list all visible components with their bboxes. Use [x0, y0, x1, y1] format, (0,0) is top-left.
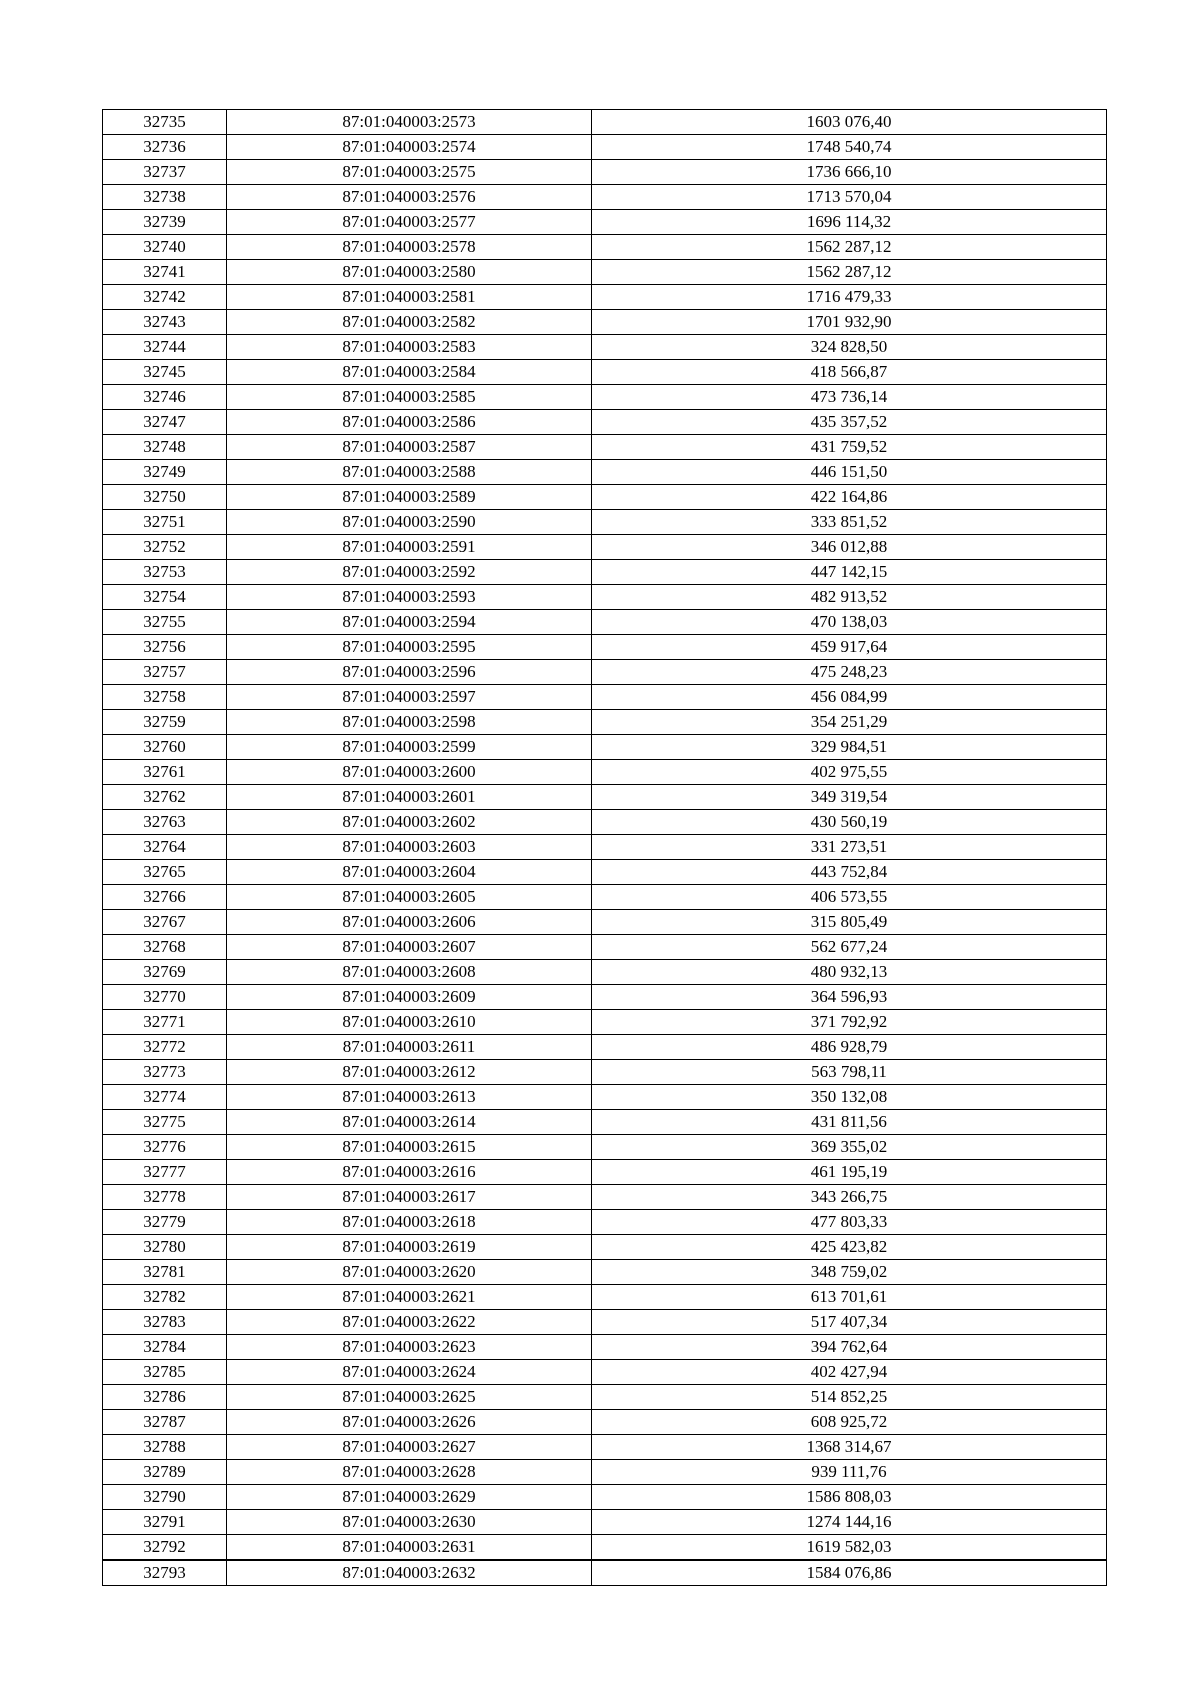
table-row — [103, 785, 1107, 810]
cadastral-number-cell: 87:01:040003:2602 — [227, 810, 592, 835]
row-number-cell: 32740 — [103, 235, 227, 260]
table-row — [103, 1260, 1107, 1285]
cadastral-value-cell: 1368 314,67 — [592, 1435, 1107, 1460]
row-number-cell: 32736 — [103, 135, 227, 160]
cadastral-value-cell: 613 701,61 — [592, 1285, 1107, 1310]
cadastral-value-cell: 1716 479,33 — [592, 285, 1107, 310]
row-number-cell: 32739 — [103, 210, 227, 235]
cadastral-value-cell: 369 355,02 — [592, 1135, 1107, 1160]
table-row — [103, 835, 1107, 860]
cadastral-number-cell: 87:01:040003:2586 — [227, 410, 592, 435]
cadastral-number-cell: 87:01:040003:2617 — [227, 1185, 592, 1210]
table-row — [103, 1185, 1107, 1210]
cadastral-number-cell: 87:01:040003:2575 — [227, 160, 592, 185]
cadastral-number-cell: 87:01:040003:2584 — [227, 360, 592, 385]
row-number-cell: 32783 — [103, 1310, 227, 1335]
cadastral-value-cell: 1562 287,12 — [592, 235, 1107, 260]
cadastral-value-cell: 608 925,72 — [592, 1410, 1107, 1435]
row-number-cell: 32737 — [103, 160, 227, 185]
cadastral-number-cell: 87:01:040003:2601 — [227, 785, 592, 810]
row-number-cell: 32793 — [103, 1560, 227, 1586]
cadastral-value-cell: 456 084,99 — [592, 685, 1107, 710]
row-number-cell: 32759 — [103, 710, 227, 735]
cadastral-value-table — [102, 109, 1107, 1586]
table-row — [103, 1235, 1107, 1260]
table-row — [103, 1160, 1107, 1185]
row-number-cell: 32743 — [103, 310, 227, 335]
cadastral-value-cell: 562 677,24 — [592, 935, 1107, 960]
cadastral-value-cell: 394 762,64 — [592, 1335, 1107, 1360]
cadastral-number-cell: 87:01:040003:2614 — [227, 1110, 592, 1135]
cadastral-number-cell: 87:01:040003:2612 — [227, 1060, 592, 1085]
cadastral-value-cell: 324 828,50 — [592, 335, 1107, 360]
table-row — [103, 685, 1107, 710]
cadastral-number-cell: 87:01:040003:2608 — [227, 960, 592, 985]
cadastral-value-cell: 348 759,02 — [592, 1260, 1107, 1285]
cadastral-number-cell: 87:01:040003:2604 — [227, 860, 592, 885]
cadastral-number-cell: 87:01:040003:2596 — [227, 660, 592, 685]
row-number-cell: 32754 — [103, 585, 227, 610]
row-number-cell: 32752 — [103, 535, 227, 560]
cadastral-value-cell: 1584 076,86 — [592, 1560, 1107, 1586]
table-row — [103, 1035, 1107, 1060]
row-number-cell: 32755 — [103, 610, 227, 635]
cadastral-number-cell: 87:01:040003:2620 — [227, 1260, 592, 1285]
cadastral-value-cell: 343 266,75 — [592, 1185, 1107, 1210]
cadastral-number-cell: 87:01:040003:2627 — [227, 1435, 592, 1460]
table-row — [103, 460, 1107, 485]
table-row — [103, 1410, 1107, 1435]
table-row — [103, 160, 1107, 185]
row-number-cell: 32763 — [103, 810, 227, 835]
table-body — [103, 110, 1107, 1586]
cadastral-value-cell: 346 012,88 — [592, 535, 1107, 560]
row-number-cell: 32761 — [103, 760, 227, 785]
cadastral-value-cell: 446 151,50 — [592, 460, 1107, 485]
cadastral-number-cell: 87:01:040003:2576 — [227, 185, 592, 210]
cadastral-number-cell: 87:01:040003:2594 — [227, 610, 592, 635]
cadastral-value-cell: 475 248,23 — [592, 660, 1107, 685]
table-row — [103, 1360, 1107, 1385]
cadastral-number-cell: 87:01:040003:2628 — [227, 1460, 592, 1485]
table-row — [103, 335, 1107, 360]
cadastral-value-cell: 1736 666,10 — [592, 160, 1107, 185]
row-number-cell: 32742 — [103, 285, 227, 310]
table-row — [103, 510, 1107, 535]
table-row — [103, 1510, 1107, 1535]
cadastral-number-cell: 87:01:040003:2622 — [227, 1310, 592, 1335]
cadastral-value-cell: 422 164,86 — [592, 485, 1107, 510]
table-row — [103, 960, 1107, 985]
cadastral-value-cell: 482 913,52 — [592, 585, 1107, 610]
cadastral-value-cell: 435 357,52 — [592, 410, 1107, 435]
cadastral-number-cell: 87:01:040003:2613 — [227, 1085, 592, 1110]
cadastral-number-cell: 87:01:040003:2626 — [227, 1410, 592, 1435]
cadastral-number-cell: 87:01:040003:2597 — [227, 685, 592, 710]
cadastral-number-cell: 87:01:040003:2590 — [227, 510, 592, 535]
row-number-cell: 32741 — [103, 260, 227, 285]
table-row — [103, 485, 1107, 510]
row-number-cell: 32786 — [103, 1385, 227, 1410]
cadastral-value-cell: 331 273,51 — [592, 835, 1107, 860]
cadastral-number-cell: 87:01:040003:2625 — [227, 1385, 592, 1410]
row-number-cell: 32748 — [103, 435, 227, 460]
table-row — [103, 210, 1107, 235]
row-number-cell: 32750 — [103, 485, 227, 510]
row-number-cell: 32773 — [103, 1060, 227, 1085]
row-number-cell: 32788 — [103, 1435, 227, 1460]
row-number-cell: 32745 — [103, 360, 227, 385]
row-number-cell: 32757 — [103, 660, 227, 685]
table-row — [103, 535, 1107, 560]
table-row — [103, 1210, 1107, 1235]
cadastral-number-cell: 87:01:040003:2585 — [227, 385, 592, 410]
table-row — [103, 310, 1107, 335]
table-row — [103, 610, 1107, 635]
table-row — [103, 560, 1107, 585]
cadastral-value-cell: 430 560,19 — [592, 810, 1107, 835]
cadastral-value-cell: 477 803,33 — [592, 1210, 1107, 1235]
table-row — [103, 360, 1107, 385]
cadastral-value-cell: 1274 144,16 — [592, 1510, 1107, 1535]
cadastral-value-cell: 461 195,19 — [592, 1160, 1107, 1185]
cadastral-value-cell: 443 752,84 — [592, 860, 1107, 885]
table-row — [103, 285, 1107, 310]
cadastral-value-cell: 480 932,13 — [592, 960, 1107, 985]
cadastral-number-cell: 87:01:040003:2599 — [227, 735, 592, 760]
cadastral-value-cell: 563 798,11 — [592, 1060, 1107, 1085]
cadastral-value-cell: 514 852,25 — [592, 1385, 1107, 1410]
table-row — [103, 760, 1107, 785]
cadastral-value-cell: 1619 582,03 — [592, 1535, 1107, 1561]
cadastral-value-cell: 350 132,08 — [592, 1085, 1107, 1110]
row-number-cell: 32792 — [103, 1535, 227, 1561]
row-number-cell: 32774 — [103, 1085, 227, 1110]
cadastral-value-cell: 1562 287,12 — [592, 260, 1107, 285]
row-number-cell: 32772 — [103, 1035, 227, 1060]
row-number-cell: 32789 — [103, 1460, 227, 1485]
table-row — [103, 1435, 1107, 1460]
row-number-cell: 32765 — [103, 860, 227, 885]
cadastral-number-cell: 87:01:040003:2595 — [227, 635, 592, 660]
cadastral-value-cell: 431 759,52 — [592, 435, 1107, 460]
row-number-cell: 32770 — [103, 985, 227, 1010]
cadastral-value-cell: 402 427,94 — [592, 1360, 1107, 1385]
cadastral-value-cell: 473 736,14 — [592, 385, 1107, 410]
cadastral-number-cell: 87:01:040003:2629 — [227, 1485, 592, 1510]
table-row — [103, 1485, 1107, 1510]
table-row — [103, 1085, 1107, 1110]
row-number-cell: 32775 — [103, 1110, 227, 1135]
cadastral-number-cell: 87:01:040003:2615 — [227, 1135, 592, 1160]
cadastral-number-cell: 87:01:040003:2632 — [227, 1560, 592, 1586]
table-row — [103, 710, 1107, 735]
cadastral-number-cell: 87:01:040003:2587 — [227, 435, 592, 460]
row-number-cell: 32782 — [103, 1285, 227, 1310]
table-row — [103, 735, 1107, 760]
cadastral-number-cell: 87:01:040003:2621 — [227, 1285, 592, 1310]
cadastral-number-cell: 87:01:040003:2600 — [227, 760, 592, 785]
cadastral-number-cell: 87:01:040003:2605 — [227, 885, 592, 910]
table-row — [103, 1310, 1107, 1335]
table-row — [103, 235, 1107, 260]
cadastral-value-cell: 447 142,15 — [592, 560, 1107, 585]
cadastral-value-cell: 939 111,76 — [592, 1460, 1107, 1485]
cadastral-number-cell: 87:01:040003:2577 — [227, 210, 592, 235]
cadastral-number-cell: 87:01:040003:2592 — [227, 560, 592, 585]
row-number-cell: 32779 — [103, 1210, 227, 1235]
table-row — [103, 110, 1107, 135]
cadastral-number-cell: 87:01:040003:2609 — [227, 985, 592, 1010]
cadastral-value-cell: 315 805,49 — [592, 910, 1107, 935]
table-row — [103, 1285, 1107, 1310]
cadastral-number-cell: 87:01:040003:2616 — [227, 1160, 592, 1185]
table-row — [103, 435, 1107, 460]
cadastral-number-cell: 87:01:040003:2630 — [227, 1510, 592, 1535]
cadastral-value-cell: 1586 808,03 — [592, 1485, 1107, 1510]
cadastral-number-cell: 87:01:040003:2588 — [227, 460, 592, 485]
table-row — [103, 1560, 1107, 1586]
cadastral-value-cell: 371 792,92 — [592, 1010, 1107, 1035]
cadastral-number-cell: 87:01:040003:2583 — [227, 335, 592, 360]
row-number-cell: 32781 — [103, 1260, 227, 1285]
table-row — [103, 1135, 1107, 1160]
cadastral-value-cell: 333 851,52 — [592, 510, 1107, 535]
cadastral-number-cell: 87:01:040003:2619 — [227, 1235, 592, 1260]
table-row — [103, 860, 1107, 885]
cadastral-number-cell: 87:01:040003:2607 — [227, 935, 592, 960]
cadastral-number-cell: 87:01:040003:2623 — [227, 1335, 592, 1360]
row-number-cell: 32766 — [103, 885, 227, 910]
cadastral-value-cell: 1748 540,74 — [592, 135, 1107, 160]
cadastral-value-cell: 1603 076,40 — [592, 110, 1107, 135]
cadastral-value-cell: 431 811,56 — [592, 1110, 1107, 1135]
row-number-cell: 32762 — [103, 785, 227, 810]
cadastral-number-cell: 87:01:040003:2611 — [227, 1035, 592, 1060]
row-number-cell: 32790 — [103, 1485, 227, 1510]
table-row — [103, 885, 1107, 910]
cadastral-value-cell: 364 596,93 — [592, 985, 1107, 1010]
table-row — [103, 585, 1107, 610]
cadastral-value-cell: 406 573,55 — [592, 885, 1107, 910]
row-number-cell: 32784 — [103, 1335, 227, 1360]
row-number-cell: 32751 — [103, 510, 227, 535]
row-number-cell: 32771 — [103, 1010, 227, 1035]
row-number-cell: 32753 — [103, 560, 227, 585]
row-number-cell: 32735 — [103, 110, 227, 135]
row-number-cell: 32744 — [103, 335, 227, 360]
row-number-cell: 32780 — [103, 1235, 227, 1260]
row-number-cell: 32776 — [103, 1135, 227, 1160]
cadastral-number-cell: 87:01:040003:2618 — [227, 1210, 592, 1235]
row-number-cell: 32756 — [103, 635, 227, 660]
table-row — [103, 1110, 1107, 1135]
table-row — [103, 1335, 1107, 1360]
table-row — [103, 910, 1107, 935]
table-row — [103, 1460, 1107, 1485]
row-number-cell: 32760 — [103, 735, 227, 760]
row-number-cell: 32749 — [103, 460, 227, 485]
cadastral-value-cell: 470 138,03 — [592, 610, 1107, 635]
cadastral-value-cell: 402 975,55 — [592, 760, 1107, 785]
table-row — [103, 810, 1107, 835]
cadastral-number-cell: 87:01:040003:2578 — [227, 235, 592, 260]
cadastral-value-cell: 459 917,64 — [592, 635, 1107, 660]
cadastral-value-cell: 486 928,79 — [592, 1035, 1107, 1060]
cadastral-number-cell: 87:01:040003:2581 — [227, 285, 592, 310]
cadastral-value-cell: 329 984,51 — [592, 735, 1107, 760]
row-number-cell: 32747 — [103, 410, 227, 435]
cadastral-number-cell: 87:01:040003:2606 — [227, 910, 592, 935]
table-row — [103, 635, 1107, 660]
cadastral-number-cell: 87:01:040003:2573 — [227, 110, 592, 135]
cadastral-number-cell: 87:01:040003:2574 — [227, 135, 592, 160]
cadastral-number-cell: 87:01:040003:2580 — [227, 260, 592, 285]
table-row — [103, 660, 1107, 685]
row-number-cell: 32764 — [103, 835, 227, 860]
row-number-cell: 32791 — [103, 1510, 227, 1535]
table-row — [103, 1060, 1107, 1085]
cadastral-value-cell: 418 566,87 — [592, 360, 1107, 385]
row-number-cell: 32769 — [103, 960, 227, 985]
cadastral-value-cell: 354 251,29 — [592, 710, 1107, 735]
table-row — [103, 260, 1107, 285]
cadastral-number-cell: 87:01:040003:2582 — [227, 310, 592, 335]
cadastral-value-cell: 425 423,82 — [592, 1235, 1107, 1260]
cadastral-number-cell: 87:01:040003:2598 — [227, 710, 592, 735]
table-row — [103, 1535, 1107, 1561]
cadastral-value-cell: 1713 570,04 — [592, 185, 1107, 210]
table-row — [103, 985, 1107, 1010]
table-row — [103, 385, 1107, 410]
table-row — [103, 135, 1107, 160]
table-row — [103, 935, 1107, 960]
row-number-cell: 32768 — [103, 935, 227, 960]
cadastral-number-cell: 87:01:040003:2610 — [227, 1010, 592, 1035]
row-number-cell: 32738 — [103, 185, 227, 210]
cadastral-number-cell: 87:01:040003:2624 — [227, 1360, 592, 1385]
row-number-cell: 32758 — [103, 685, 227, 710]
table-row — [103, 1385, 1107, 1410]
row-number-cell: 32767 — [103, 910, 227, 935]
table-row — [103, 410, 1107, 435]
cadastral-number-cell: 87:01:040003:2631 — [227, 1535, 592, 1561]
cadastral-value-cell: 1696 114,32 — [592, 210, 1107, 235]
row-number-cell: 32746 — [103, 385, 227, 410]
row-number-cell: 32785 — [103, 1360, 227, 1385]
row-number-cell: 32787 — [103, 1410, 227, 1435]
cadastral-number-cell: 87:01:040003:2591 — [227, 535, 592, 560]
cadastral-number-cell: 87:01:040003:2603 — [227, 835, 592, 860]
table-row — [103, 1010, 1107, 1035]
cadastral-number-cell: 87:01:040003:2589 — [227, 485, 592, 510]
cadastral-value-cell: 349 319,54 — [592, 785, 1107, 810]
cadastral-value-cell: 517 407,34 — [592, 1310, 1107, 1335]
row-number-cell: 32777 — [103, 1160, 227, 1185]
table-row — [103, 185, 1107, 210]
cadastral-number-cell: 87:01:040003:2593 — [227, 585, 592, 610]
cadastral-value-cell: 1701 932,90 — [592, 310, 1107, 335]
row-number-cell: 32778 — [103, 1185, 227, 1210]
